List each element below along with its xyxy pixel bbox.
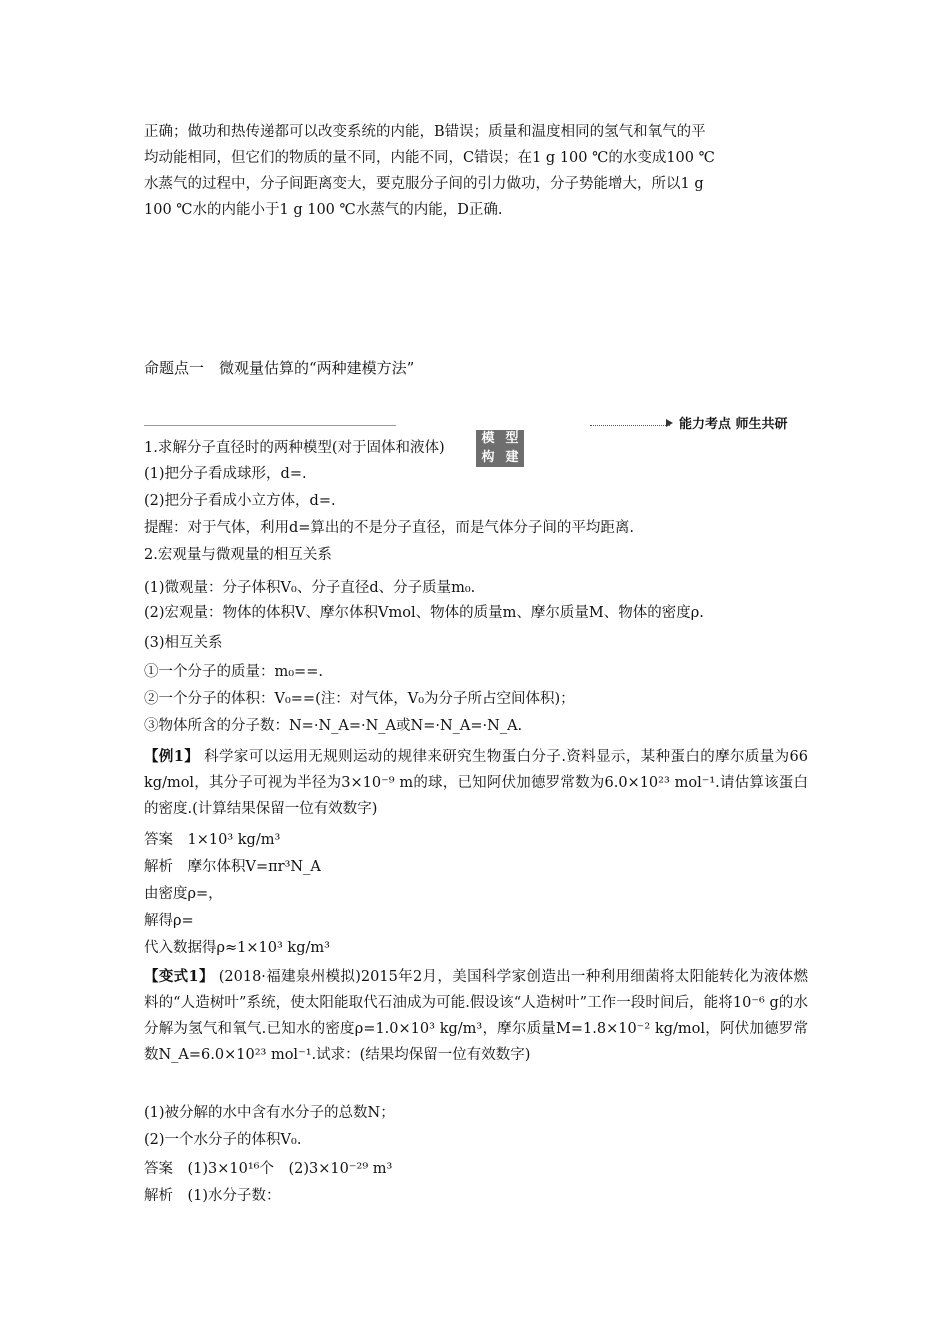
example-answer: 答案 1×10³ kg/m³ [144, 832, 281, 848]
example-1 [144, 744, 808, 822]
badge-char: 构 [481, 449, 495, 465]
model-build-badge [476, 430, 524, 467]
variant-text: (2018·福建泉州模拟)2015年2月，美国科学家创造出一种利用细菌将太阳能转化为液体燃料的“人造树叶”系统，使太阳能取代石油成为可能.假设该“人造树叶”工作一段时间后，能将10⁻⁶ g的水分解为氢气和氧气.已知水的密度ρ=1.0×10³ kg/m³，摩尔质量M=1.8×10⁻² kg/mol，阿伏加德罗常数N_A=6.0×10²³ mol⁻¹.试求：(结果均保留一位有效数字) [144, 969, 809, 1063]
variant-1 [144, 964, 808, 1068]
text-line: ②一个分子的体积：V₀==(注：对气体，V₀为分子所占空间体积)； [144, 691, 575, 707]
example-analysis: 解析 摩尔体积V=πr³N_A [144, 859, 321, 875]
text-line: (3)相互关系 [144, 635, 223, 651]
intro-line-3: 水蒸气的过程中，分子间距离变大，要克服分子间的引力做功，分子势能增大，所以1 g [144, 176, 704, 192]
arrow-icon [666, 419, 673, 427]
badge-char: 模 [481, 431, 495, 446]
text-line: ①一个分子的质量：m₀==. [144, 664, 323, 680]
example-text: 科学家可以运用无规则运动的规律来研究生物蛋白分子.资料显示，某种蛋白的摩尔质量为66 kg/mol，其分子可视为半径为3×10⁻⁹ m的球，已知阿伏加德罗常数为6.0×10²³ mol⁻¹.请估算该蛋白的密度.(计算结果保留一位有效数字) [144, 749, 809, 817]
variant-analysis: 解析 (1)水分子数： [144, 1188, 281, 1204]
variant-question: (2)一个水分子的体积V₀. [144, 1132, 302, 1148]
tag-leader-line [590, 425, 670, 426]
text-line: 1.求解分子直径时的两种模型(对于固体和液体) [144, 440, 445, 456]
variant-label: 【变式1】 [144, 968, 214, 985]
intro-line-2: 均动能相同，但它们的物质的量不同，内能不同，C错误；在1 g 100 ℃的水变成100 ℃ [144, 150, 715, 166]
intro-line-4: 100 ℃水的内能小于1 g 100 ℃水蒸气的内能，D正确. [144, 202, 503, 218]
section-divider [144, 425, 396, 426]
text-line: (2)宏观量：物体的体积V、摩尔体积Vmol、物体的质量m、摩尔质量M、物体的密度ρ. [144, 605, 704, 621]
text-line: (1)把分子看成球形，d=. [144, 466, 307, 482]
section-tag: 能力考点 师生共研 [679, 417, 788, 432]
text-line: 2.宏观量与微观量的相互关系 [144, 547, 332, 563]
intro-line-1: 正确；做功和热传递都可以改变系统的内能，B错误；质量和温度相同的氢气和氧气的平 [144, 124, 706, 140]
text-line: 提醒：对于气体，利用d=算出的不是分子直径，而是气体分子间的平均距离. [144, 520, 635, 536]
badge-char: 型 [505, 431, 519, 446]
example-step: 解得ρ= [144, 913, 194, 929]
badge-char: 建 [505, 449, 519, 465]
text-line: (2)把分子看成小立方体，d=. [144, 493, 336, 509]
example-label: 【例1】 [144, 748, 200, 765]
variant-answer: 答案 (1)3×10¹⁶个 (2)3×10⁻²⁹ m³ [144, 1161, 393, 1177]
text-line: (1)微观量：分子体积V₀、分子直径d、分子质量m₀. [144, 580, 476, 596]
variant-question: (1)被分解的水中含有水分子的总数N； [144, 1105, 395, 1121]
section-heading: 命题点一 微观量估算的“两种建模方法” [144, 359, 415, 377]
example-step: 代入数据得ρ≈1×10³ kg/m³ [144, 940, 330, 956]
text-line: ③物体所含的分子数：N=·N_A=·N_A或N=·N_A=·N_A. [144, 718, 523, 734]
example-step: 由密度ρ=， [144, 886, 223, 902]
